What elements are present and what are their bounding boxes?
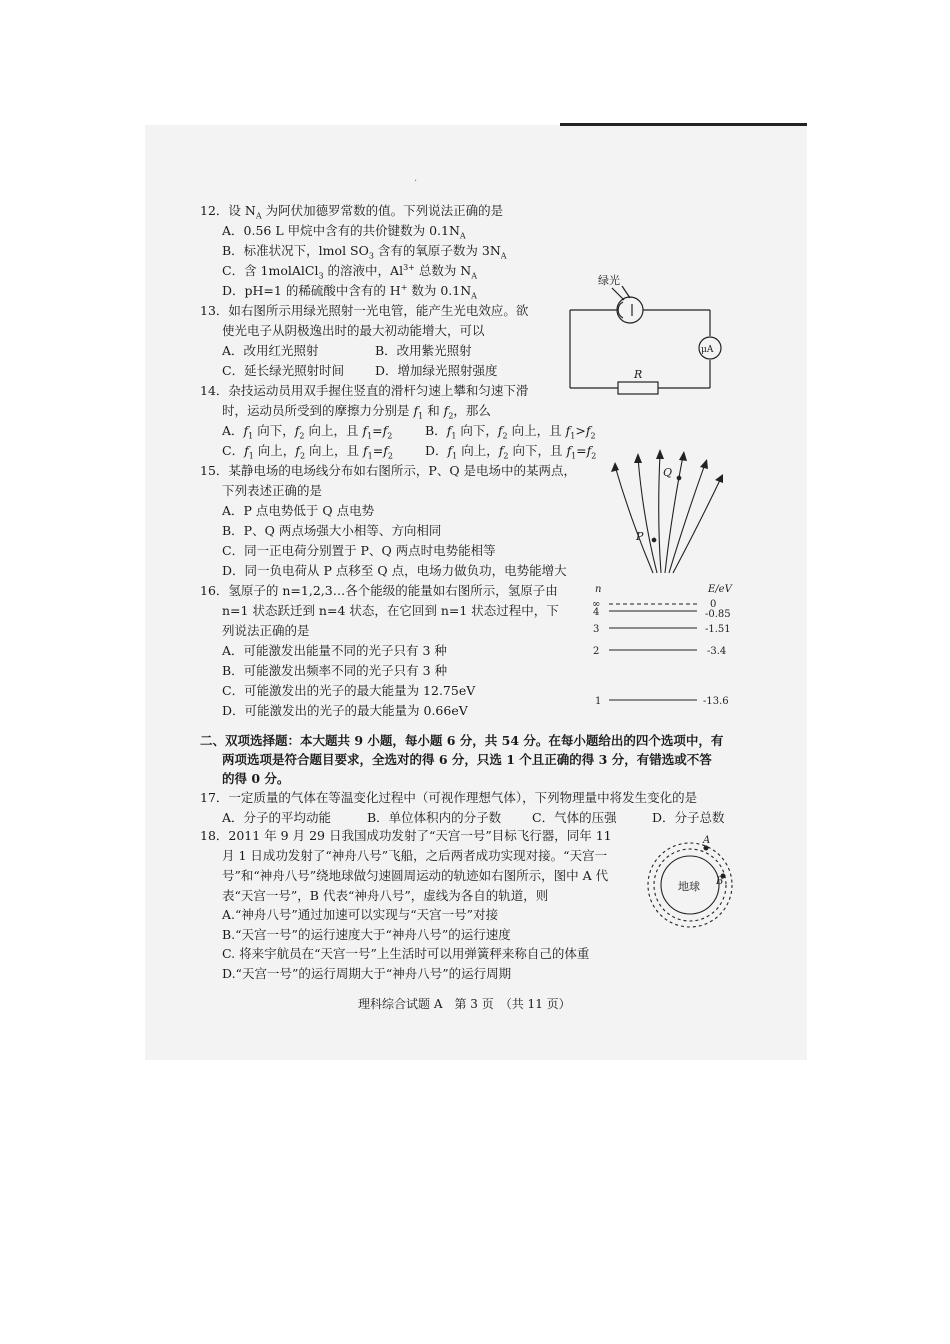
section2-heading-line3: 的得 0 分。 (222, 771, 290, 786)
page-footer: 理科综合试题 A 第 3 页 （共 11 页） (358, 997, 571, 1011)
q13-stem-line1: 13．如右图所示用绿光照射一光电管，能产生光电效应。欲 (200, 303, 529, 318)
light-arrow-2 (622, 286, 630, 298)
scan-speck: · (414, 176, 418, 187)
q15-stem-line1: 15．某静电场的电场线分布如右图所示，P、Q 是电场中的某两点， (200, 463, 577, 478)
q17-stem: 17．一定质量的气体在等温变化过程中（可视作理想气体），下列物理量中将发生变化的是 (200, 790, 698, 805)
energy-level-diagram (585, 580, 745, 710)
level-n-label: 1 (595, 696, 602, 707)
q16-option-b: B．可能激发出频率不同的光子只有 3 种 (222, 663, 448, 678)
q18-stem-line2: 月 1 日成功发射了“神舟八号”飞船，之后两者成功实现对接。“天宫一 (222, 848, 608, 863)
q13-option-d: D．增加绿光照射强度 (375, 363, 498, 378)
resistor (618, 382, 658, 394)
level-n-label: ∞ (592, 599, 601, 610)
top-rule (560, 123, 807, 126)
field-line (659, 454, 661, 573)
point-q (677, 476, 681, 480)
field-arrowhead (656, 449, 664, 459)
level-energy-label: -0.85 (705, 609, 731, 620)
q17-option-b: B．单位体积内的分子数 (367, 810, 502, 825)
spacecraft-a (704, 846, 708, 850)
q16-stem-line3: 列说法正确的是 (222, 623, 310, 638)
level-energy-label: -3.4 (707, 646, 727, 657)
field-arrowhead (611, 462, 619, 472)
level-n-label: 4 (593, 607, 600, 618)
green-light-label: 绿光 (598, 274, 620, 287)
q14-option-c: C．$f_1$ 向上，$f_2$ 向上，且 $f_1=f_2$ (222, 443, 393, 461)
field-arrowhead (700, 459, 708, 469)
q17-option-c: C．气体的压强 (532, 810, 617, 825)
level-energy-label: -13.6 (703, 696, 729, 707)
q14-stem-line2: 时，运动员所受到的摩擦力分别是 $f_1$ 和 $f_2$，那么 (222, 403, 491, 421)
q13-option-b: B．改用紫光照射 (375, 343, 472, 358)
energy-axis-header: E/eV (708, 584, 732, 595)
spacecraft-a-label: A (703, 835, 711, 846)
level-n-label: 3 (593, 624, 600, 635)
q16-stem-line1: 16．氢原子的 n=1,2,3…各个能级的能量如右图所示，氢原子由 (200, 583, 558, 598)
q12-option-d: D．pH=1 的稀硫酸中含有的 H+ 数为 $0.1N_A$ (222, 282, 477, 301)
spacecraft-b-label: B (716, 876, 724, 887)
q18-option-c: C. 将来宇航员在“天宫一号”上生活时可以用弹簧秤来称自己的体重 (222, 946, 590, 961)
q16-option-a: A．可能激发出能量不同的光子只有 3 种 (222, 643, 447, 658)
q15-option-b: B．P、Q 两点场强大小相等、方向相同 (222, 523, 442, 538)
level-energy-label: 0 (710, 599, 717, 610)
field-line (669, 464, 705, 573)
q14-option-d: D．$f_1$ 向上，$f_2$ 向下，且 $f_1=f_2$ (425, 443, 597, 461)
n-axis-header: n (595, 584, 602, 595)
q18-option-d: D.“天宫一号”的运行周期大于“神舟八号”的运行周期 (222, 966, 512, 981)
orbit-diagram (640, 830, 740, 930)
q17-option-d: D．分子总数 (652, 810, 725, 825)
field-line (673, 478, 721, 573)
q12-stem: 12．设 $N_A$ 为阿伏加德罗常数的值。下列说法正确的是 (200, 203, 504, 221)
q18-stem-line1: 18．2011 年 9 月 29 日我国成功发射了“天宫一号”目标飞行器，同年 11 (200, 828, 612, 843)
q14-option-a: A．$f_1$ 向下，$f_2$ 向上，且 $f_1=f_2$ (222, 423, 393, 441)
q12-option-a: A．0.56 L 甲烷中含有的共价键数为 $0.1N_A$ (222, 223, 466, 241)
earth-label: 地球 (678, 880, 700, 893)
q14-option-b: B．$f_1$ 向下，$f_2$ 向上，且 $f_1>f_2$ (425, 423, 596, 441)
phototube-bulb (617, 297, 643, 323)
field-line (638, 458, 657, 573)
q18-stem-line4: 表“天宫一号”，B 代表“神舟八号”，虚线为各自的轨道，则 (222, 888, 549, 903)
microammeter-label: μA (701, 345, 714, 355)
q12-option-b: B．标准状况下，lmol $SO_3$ 含有的氧原子数为 $3N_A$ (222, 243, 507, 261)
q18-stem-line3: 号”和“神舟八号”绕地球做匀速圆周运动的轨迹如右图所示，图中 A 代 (222, 868, 609, 883)
q17-option-a: A．分子的平均动能 (222, 810, 332, 825)
section2-heading-line2: 两项选项是符合题目要求，全选对的得 6 分，只选 1 个且正确的得 3 分，有错选或不答 (222, 752, 712, 767)
level-n-label: 2 (593, 646, 600, 657)
field-line (615, 466, 653, 573)
section2-heading-line1: 二、双项选择题：本大题共 9 小题，每小题 6 分，共 54 分。在每小题给出的四个选项中，有 (200, 733, 724, 748)
point-q-label: Q (663, 466, 673, 479)
q15-option-a: A．P 点电势低于 Q 点电势 (222, 503, 375, 518)
q15-option-d: D．同一负电荷从 P 点移至 Q 点，电场力做负功，电势能增大 (222, 563, 567, 578)
q13-option-c: C．延长绿光照射时间 (222, 363, 345, 378)
q16-stem-line2: n=1 状态跃迁到 n=4 状态，在它回到 n=1 状态过程中，下 (222, 603, 559, 618)
q16-option-c: C．可能激发出的光子的最大能量为 12.75eV (222, 683, 476, 698)
field-arrowhead (679, 451, 687, 461)
level-energy-label: -1.51 (705, 624, 731, 635)
q14-stem-line1: 14．杂技运动员用双手握住竖直的滑杆匀速上攀和匀速下滑 (200, 383, 529, 398)
q15-option-c: C．同一正电荷分别置于 P、Q 两点时电势能相等 (222, 543, 496, 558)
q18-option-b: B.“天宫一号”的运行速度大于“神舟八号”的运行速度 (222, 927, 511, 942)
q16-option-d: D．可能激发出的光子的最大能量为 0.66eV (222, 703, 468, 718)
q13-option-a: A．改用红光照射 (222, 343, 319, 358)
resistor-label: R (634, 368, 643, 381)
q13-stem-line2: 使光电子从阴极逸出时的最大初动能增大，可以 (222, 323, 485, 338)
photocell-circuit-diagram (560, 268, 735, 398)
electric-field-diagram (605, 448, 725, 578)
q12-option-c: C．含 1molAlCl$_3$ 的溶液中，$Al^{3+}$ 总数为 $N_A$ (222, 262, 478, 281)
point-p-label: P (636, 530, 644, 543)
q15-stem-line2: 下列表述正确的是 (222, 483, 323, 498)
field-arrowhead (634, 453, 642, 463)
point-p (652, 538, 656, 542)
q18-option-a: A.“神舟八号”通过加速可以实现与“天宫一号”对接 (222, 907, 499, 922)
light-arrow-1 (612, 288, 624, 300)
